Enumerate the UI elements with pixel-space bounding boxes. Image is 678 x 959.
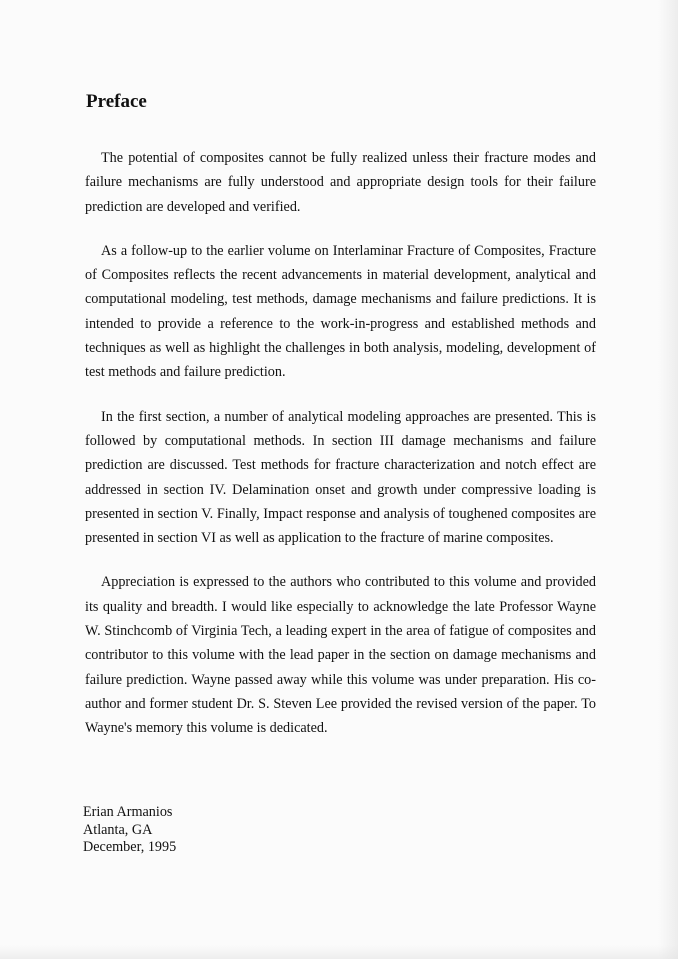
author-name: Erian Armanios	[83, 804, 173, 820]
page-edge-shadow	[658, 0, 678, 959]
paragraph-4: Appreciation is expressed to the authors who contributed to this volume and provided its quality and breadth. I would like especially to acknowledge the late Professor Wayne W. Stinchcomb of Virginia Tech, a leading expert in the area of fatigue of composites and contributor to this volume with the lead paper in the section on damage mechanisms and failure prediction. Wayne passed away while this volume was under preparation. His co-author and former student Dr. S. Steven Lee provided the revised version of the paper. To Wayne's memory this volume is dedicated.	[85, 574, 596, 737]
paragraph-2: As a follow-up to the earlier volume on Interlaminar Fracture of Composites, Fracture of Composites reflects the recent advancements in material development, analytical and computational modeling, test methods, damage mechanisms and failure predictions. It is intended to provide a reference to the work-in-progress and established methods and techniques as well as highlight the challenges in both analysis, modeling, development of test methods and failure prediction.	[85, 242, 596, 381]
page-bottom-shadow	[0, 945, 678, 959]
preface-body	[85, 146, 596, 761]
signature-block	[83, 804, 176, 857]
paragraph-1: The potential of composites cannot be fully realized unless their fracture modes and failure mechanisms are fully understood and appropriate design tools for their failure prediction are developed and verified.	[85, 150, 596, 215]
author-location: Atlanta, GA	[83, 821, 153, 838]
page-title: Preface	[86, 91, 147, 112]
paragraph-3: In the first section, a number of analytical modeling approaches are presented. This is followed by computational methods. In section III damage mechanisms and failure prediction are discussed. Test methods for fracture characterization and notch effect are addressed in section IV. Delamination onset and growth under compressive loading is presented in section V. Finally, Impact response and analysis of toughened composites are presented in section VI as well as application to the fracture of marine composites.	[85, 408, 596, 547]
signature-date: December, 1995	[83, 839, 177, 855]
